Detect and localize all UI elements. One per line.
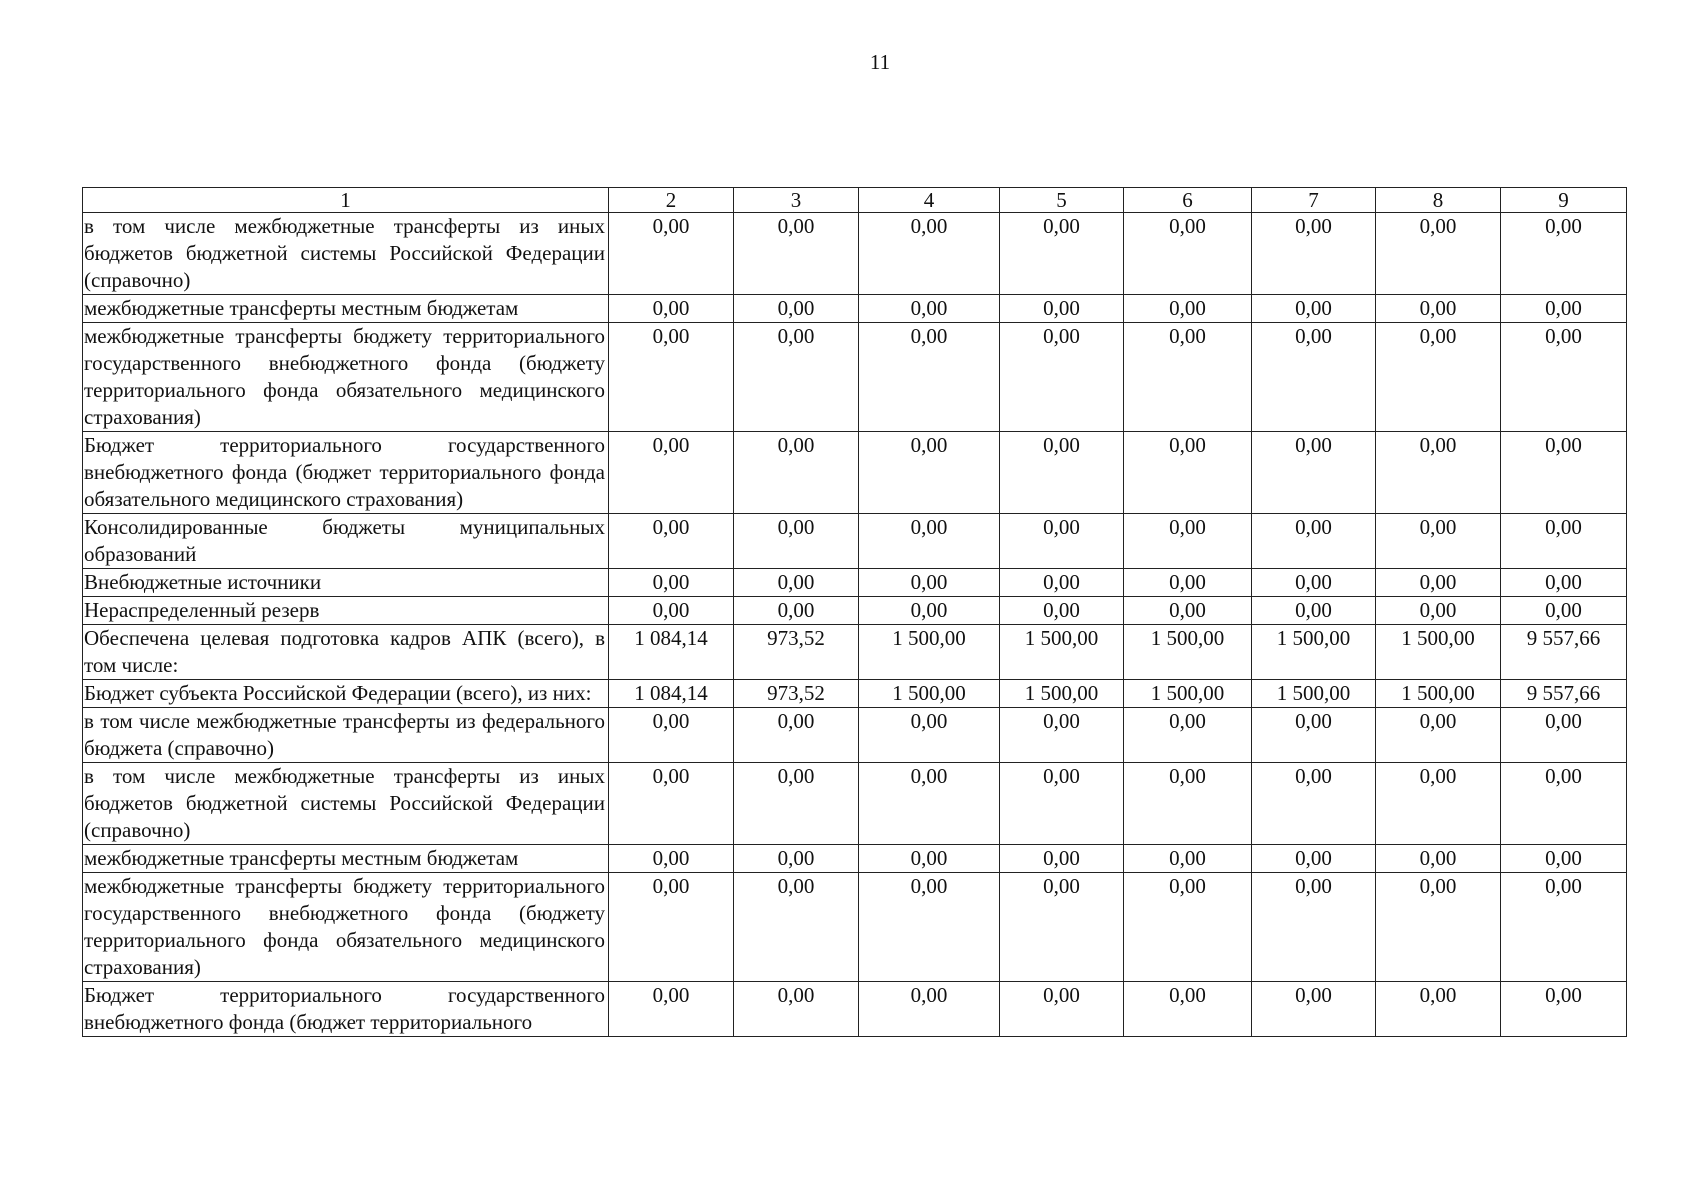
value-cell: 0,00 xyxy=(1376,597,1501,625)
value-cell: 0,00 xyxy=(1000,432,1124,514)
value-cell: 0,00 xyxy=(1376,873,1501,982)
row-label: Консолидированные бюджеты муниципальных образований xyxy=(83,514,609,569)
value-cell: 1 500,00 xyxy=(859,680,1000,708)
value-cell: 0,00 xyxy=(734,845,859,873)
value-cell: 0,00 xyxy=(1124,982,1252,1037)
table-row xyxy=(83,295,1627,323)
value-cell: 0,00 xyxy=(734,295,859,323)
value-cell: 0,00 xyxy=(609,597,734,625)
value-cell: 0,00 xyxy=(1501,569,1627,597)
budget-table xyxy=(82,187,1627,1037)
value-cell: 0,00 xyxy=(734,597,859,625)
value-cell: 0,00 xyxy=(734,432,859,514)
value-cell: 0,00 xyxy=(1124,845,1252,873)
column-header: 3 xyxy=(734,188,859,213)
row-label: Бюджет субъекта Российской Федерации (всего), из них: xyxy=(83,680,609,708)
value-cell: 0,00 xyxy=(1376,763,1501,845)
value-cell: 0,00 xyxy=(859,514,1000,569)
value-cell: 1 500,00 xyxy=(1000,625,1124,680)
value-cell: 0,00 xyxy=(609,982,734,1037)
value-cell: 0,00 xyxy=(1124,873,1252,982)
value-cell: 0,00 xyxy=(1124,763,1252,845)
table-row xyxy=(83,213,1627,295)
value-cell: 0,00 xyxy=(1252,845,1376,873)
value-cell: 0,00 xyxy=(734,514,859,569)
value-cell: 0,00 xyxy=(609,763,734,845)
value-cell: 1 500,00 xyxy=(1376,625,1501,680)
value-cell: 0,00 xyxy=(1000,982,1124,1037)
value-cell: 0,00 xyxy=(609,295,734,323)
value-cell: 1 500,00 xyxy=(1252,680,1376,708)
value-cell: 0,00 xyxy=(609,514,734,569)
table-row xyxy=(83,569,1627,597)
value-cell: 0,00 xyxy=(1501,873,1627,982)
value-cell: 0,00 xyxy=(609,569,734,597)
value-cell: 0,00 xyxy=(859,432,1000,514)
row-label: Обеспечена целевая подготовка кадров АПК (всего), в том числе: xyxy=(83,625,609,680)
value-cell: 0,00 xyxy=(1000,708,1124,763)
table-row xyxy=(83,845,1627,873)
value-cell: 0,00 xyxy=(859,845,1000,873)
value-cell: 0,00 xyxy=(1124,323,1252,432)
table-row xyxy=(83,873,1627,982)
value-cell: 0,00 xyxy=(1252,295,1376,323)
value-cell: 0,00 xyxy=(1252,763,1376,845)
value-cell: 0,00 xyxy=(1501,763,1627,845)
value-cell: 9 557,66 xyxy=(1501,680,1627,708)
value-cell: 0,00 xyxy=(1252,597,1376,625)
value-cell: 0,00 xyxy=(734,763,859,845)
value-cell: 0,00 xyxy=(1252,708,1376,763)
column-header: 4 xyxy=(859,188,1000,213)
value-cell: 0,00 xyxy=(1501,845,1627,873)
value-cell: 0,00 xyxy=(859,708,1000,763)
value-cell: 973,52 xyxy=(734,625,859,680)
page-number: 11 xyxy=(869,50,891,74)
value-cell: 0,00 xyxy=(1501,295,1627,323)
value-cell: 0,00 xyxy=(1252,982,1376,1037)
value-cell: 1 500,00 xyxy=(1252,625,1376,680)
row-label: в том числе межбюджетные трансферты из иных бюджетов бюджетной системы Российской Федерации (справочно) xyxy=(83,213,609,295)
value-cell: 0,00 xyxy=(734,708,859,763)
row-label: Бюджет территориального государственного внебюджетного фонда (бюджет территориального фонда обязательного медицинского страхования) xyxy=(83,432,609,514)
table-row xyxy=(83,323,1627,432)
row-label: межбюджетные трансферты местным бюджетам xyxy=(83,295,609,323)
row-label: в том числе межбюджетные трансферты из федерального бюджета (справочно) xyxy=(83,708,609,763)
value-cell: 0,00 xyxy=(859,323,1000,432)
value-cell: 0,00 xyxy=(1501,597,1627,625)
table-row xyxy=(83,680,1627,708)
value-cell: 0,00 xyxy=(609,708,734,763)
row-label: Бюджет территориального государственного внебюджетного фонда (бюджет территориального xyxy=(83,982,609,1037)
value-cell: 0,00 xyxy=(1501,514,1627,569)
value-cell: 0,00 xyxy=(1124,514,1252,569)
row-label: в том числе межбюджетные трансферты из иных бюджетов бюджетной системы Российской Федерации (справочно) xyxy=(83,763,609,845)
value-cell: 0,00 xyxy=(1376,514,1501,569)
value-cell: 0,00 xyxy=(859,569,1000,597)
value-cell: 0,00 xyxy=(859,763,1000,845)
value-cell: 0,00 xyxy=(1124,569,1252,597)
value-cell: 0,00 xyxy=(609,432,734,514)
table-row xyxy=(83,708,1627,763)
value-cell: 1 084,14 xyxy=(609,625,734,680)
value-cell: 0,00 xyxy=(859,295,1000,323)
value-cell: 0,00 xyxy=(1252,873,1376,982)
table-row xyxy=(83,625,1627,680)
value-cell: 0,00 xyxy=(1376,708,1501,763)
value-cell: 0,00 xyxy=(1501,982,1627,1037)
value-cell: 0,00 xyxy=(1501,708,1627,763)
column-header: 7 xyxy=(1252,188,1376,213)
value-cell: 973,52 xyxy=(734,680,859,708)
value-cell: 0,00 xyxy=(1376,323,1501,432)
value-cell: 0,00 xyxy=(734,323,859,432)
column-header: 2 xyxy=(609,188,734,213)
value-cell: 0,00 xyxy=(1376,295,1501,323)
row-label: Нераспределенный резерв xyxy=(83,597,609,625)
value-cell: 1 500,00 xyxy=(1124,625,1252,680)
value-cell: 0,00 xyxy=(859,873,1000,982)
row-label: межбюджетные трансферты бюджету территориального государственного внебюджетного фонда (бюджету территориального фонда обязательного медицинского страхования) xyxy=(83,323,609,432)
row-label: Внебюджетные источники xyxy=(83,569,609,597)
value-cell: 0,00 xyxy=(1501,432,1627,514)
value-cell: 0,00 xyxy=(1376,213,1501,295)
column-header: 1 xyxy=(83,188,609,213)
table-row xyxy=(83,597,1627,625)
value-cell: 0,00 xyxy=(1124,597,1252,625)
value-cell: 0,00 xyxy=(609,873,734,982)
value-cell: 0,00 xyxy=(1000,323,1124,432)
table-row xyxy=(83,432,1627,514)
value-cell: 0,00 xyxy=(734,213,859,295)
value-cell: 0,00 xyxy=(734,873,859,982)
value-cell: 0,00 xyxy=(1501,213,1627,295)
column-header: 6 xyxy=(1124,188,1252,213)
column-header: 5 xyxy=(1000,188,1124,213)
value-cell: 1 500,00 xyxy=(1124,680,1252,708)
value-cell: 0,00 xyxy=(609,845,734,873)
table-row xyxy=(83,982,1627,1037)
column-number-row xyxy=(83,188,1627,213)
value-cell: 0,00 xyxy=(1124,295,1252,323)
value-cell: 0,00 xyxy=(1376,432,1501,514)
value-cell: 0,00 xyxy=(1252,213,1376,295)
value-cell: 0,00 xyxy=(1000,873,1124,982)
value-cell: 0,00 xyxy=(859,213,1000,295)
column-header: 8 xyxy=(1376,188,1501,213)
row-label: межбюджетные трансферты бюджету территориального государственного внебюджетного фонда (бюджету территориального фонда обязательного медицинского страхования) xyxy=(83,873,609,982)
value-cell: 0,00 xyxy=(1000,845,1124,873)
value-cell: 0,00 xyxy=(1000,213,1124,295)
table-row xyxy=(83,514,1627,569)
value-cell: 1 084,14 xyxy=(609,680,734,708)
value-cell: 1 500,00 xyxy=(1000,680,1124,708)
value-cell: 0,00 xyxy=(1124,213,1252,295)
value-cell: 0,00 xyxy=(1376,569,1501,597)
value-cell: 0,00 xyxy=(1000,597,1124,625)
value-cell: 0,00 xyxy=(1000,514,1124,569)
value-cell: 0,00 xyxy=(1252,432,1376,514)
value-cell: 0,00 xyxy=(609,323,734,432)
value-cell: 0,00 xyxy=(1124,432,1252,514)
column-header: 9 xyxy=(1501,188,1627,213)
value-cell: 9 557,66 xyxy=(1501,625,1627,680)
value-cell: 0,00 xyxy=(1252,514,1376,569)
value-cell: 0,00 xyxy=(1376,982,1501,1037)
value-cell: 0,00 xyxy=(859,597,1000,625)
value-cell: 0,00 xyxy=(734,982,859,1037)
value-cell: 0,00 xyxy=(1501,323,1627,432)
value-cell: 0,00 xyxy=(1252,569,1376,597)
value-cell: 1 500,00 xyxy=(859,625,1000,680)
value-cell: 0,00 xyxy=(734,569,859,597)
value-cell: 0,00 xyxy=(859,982,1000,1037)
value-cell: 0,00 xyxy=(1124,708,1252,763)
value-cell: 0,00 xyxy=(1376,845,1501,873)
table-row xyxy=(83,763,1627,845)
value-cell: 0,00 xyxy=(1252,323,1376,432)
value-cell: 1 500,00 xyxy=(1376,680,1501,708)
value-cell: 0,00 xyxy=(609,213,734,295)
value-cell: 0,00 xyxy=(1000,295,1124,323)
row-label: межбюджетные трансферты местным бюджетам xyxy=(83,845,609,873)
value-cell: 0,00 xyxy=(1000,763,1124,845)
value-cell: 0,00 xyxy=(1000,569,1124,597)
